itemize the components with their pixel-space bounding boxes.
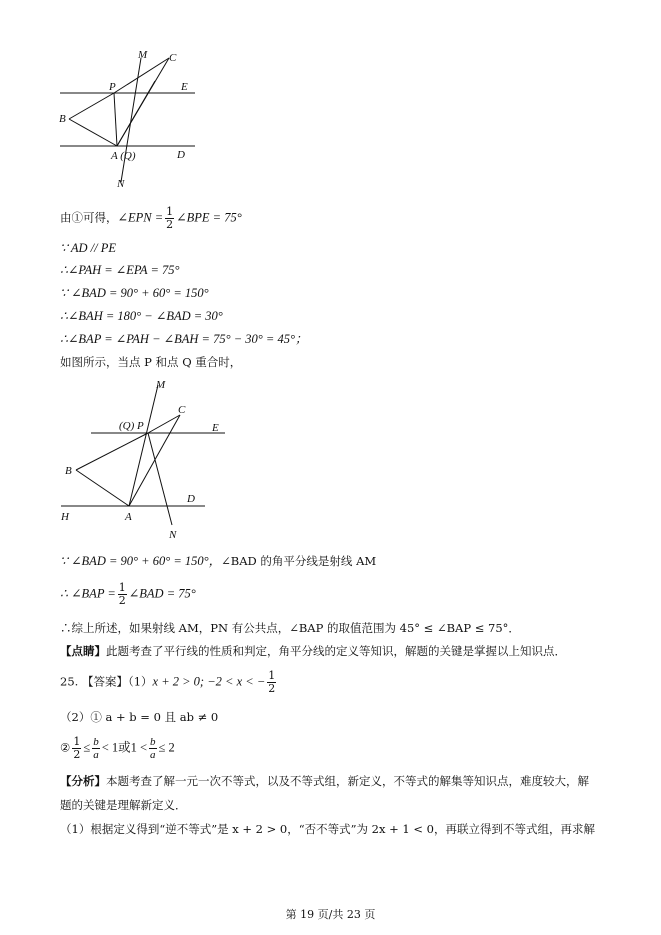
line-7: 如图所示，当点 P 和点 Q 重合时，	[60, 355, 242, 369]
line-17: （1）根据定义得到“逆不等式”是 x + 2 > 0，“否不等式”为 2x + 1 < 0，再联立得到不等式组，再求解	[60, 822, 595, 836]
line-10: ∴综上所述，如果射线 AM，PN 有公共点，∠BAP 的取值范围为 45° ≤ ∠BAP ≤ 75°．	[60, 621, 520, 635]
line-5: ∴∠BAH = 180° − ∠BAD = 30°	[60, 309, 223, 323]
label-h: H	[61, 511, 69, 523]
label-e: E	[181, 81, 188, 93]
label-d: D	[187, 493, 195, 505]
label-n: N	[169, 529, 177, 541]
line-9: ∴ ∠BAP = $\frac{1}{2}$ ∠BAD = 75°	[60, 581, 196, 607]
line-3: ∴∠PAH = ∠EPA = 75°	[60, 263, 180, 277]
segment-pc	[114, 58, 169, 93]
label-e: E	[212, 422, 219, 434]
line-16: 题的关键是理解新定义．	[60, 798, 187, 812]
figure-2-diagram	[55, 375, 235, 545]
label-b: B	[59, 113, 66, 125]
line-2: ∵ AD // PE	[60, 241, 116, 255]
line-8: ∵ ∠BAD = 90° + 60° = 150°，∠BAD 的角平分线是射线 AM	[60, 554, 377, 568]
segment-pa	[114, 93, 117, 146]
line-12-answer: 25. 【答案】（1）x + 2 > 0; −2 < x < − $\frac{1}{2}$	[60, 669, 276, 695]
line-13: （2）① a + b = 0 且 ab ≠ 0	[60, 710, 219, 724]
label-aq: A (Q)	[111, 150, 136, 162]
label-c: C	[178, 404, 186, 416]
ray-mn	[121, 58, 141, 182]
segment-bp	[69, 93, 114, 119]
fraction-half: $\frac{1}{2}$	[73, 735, 81, 761]
line-6: ∴∠BAP = ∠PAH − ∠BAH = 75° − 30° = 45°；	[60, 332, 308, 346]
label-qp: (Q) P	[119, 420, 144, 432]
label-c: C	[169, 52, 177, 64]
page-footer: 第 19 页/共 23 页	[285, 908, 376, 921]
figure-1-diagram	[55, 45, 205, 195]
ray-pn	[148, 433, 172, 525]
fraction-half: $\frac{1}{2}$	[166, 205, 174, 231]
segment-bp	[76, 433, 148, 470]
line-11: 【点睛】此题考查了平行线的性质和判定，角平分线的定义等知识，解题的关键是掌握以上知识点．	[60, 644, 566, 658]
fraction-half: $\frac{1}{2}$	[118, 581, 126, 607]
label-p: P	[109, 81, 116, 93]
segment-ba	[69, 119, 117, 146]
fraction-b-over-a: $\frac{b}{a}$	[150, 736, 156, 761]
line-1: 由①可得，∠EPN = $\frac{1}{2}$ ∠BPE = 75°	[60, 205, 242, 231]
line-14: ② $\frac{1}{2}$ ≤ $\frac{b}{a}$ < 1或1 < $\frac{b}{a}$ ≤ 2	[60, 735, 175, 761]
label-b: B	[65, 465, 72, 477]
label-d: D	[177, 149, 185, 161]
ray-am	[129, 385, 158, 506]
fraction-half: $\frac{1}{2}$	[268, 669, 276, 695]
label-n: N	[117, 178, 125, 190]
fraction-b-over-a: $\frac{b}{a}$	[93, 736, 99, 761]
line-15: 【分析】本题考查了解一元一次不等式，以及不等式组，新定义，不等式的解集等知识点，难度较大，解	[60, 774, 589, 788]
label-m: M	[138, 49, 148, 61]
segment-ba	[76, 470, 129, 506]
line-4: ∵ ∠BAD = 90° + 60° = 150°	[60, 286, 209, 300]
label-a: A	[125, 511, 132, 523]
label-m: M	[156, 379, 166, 391]
